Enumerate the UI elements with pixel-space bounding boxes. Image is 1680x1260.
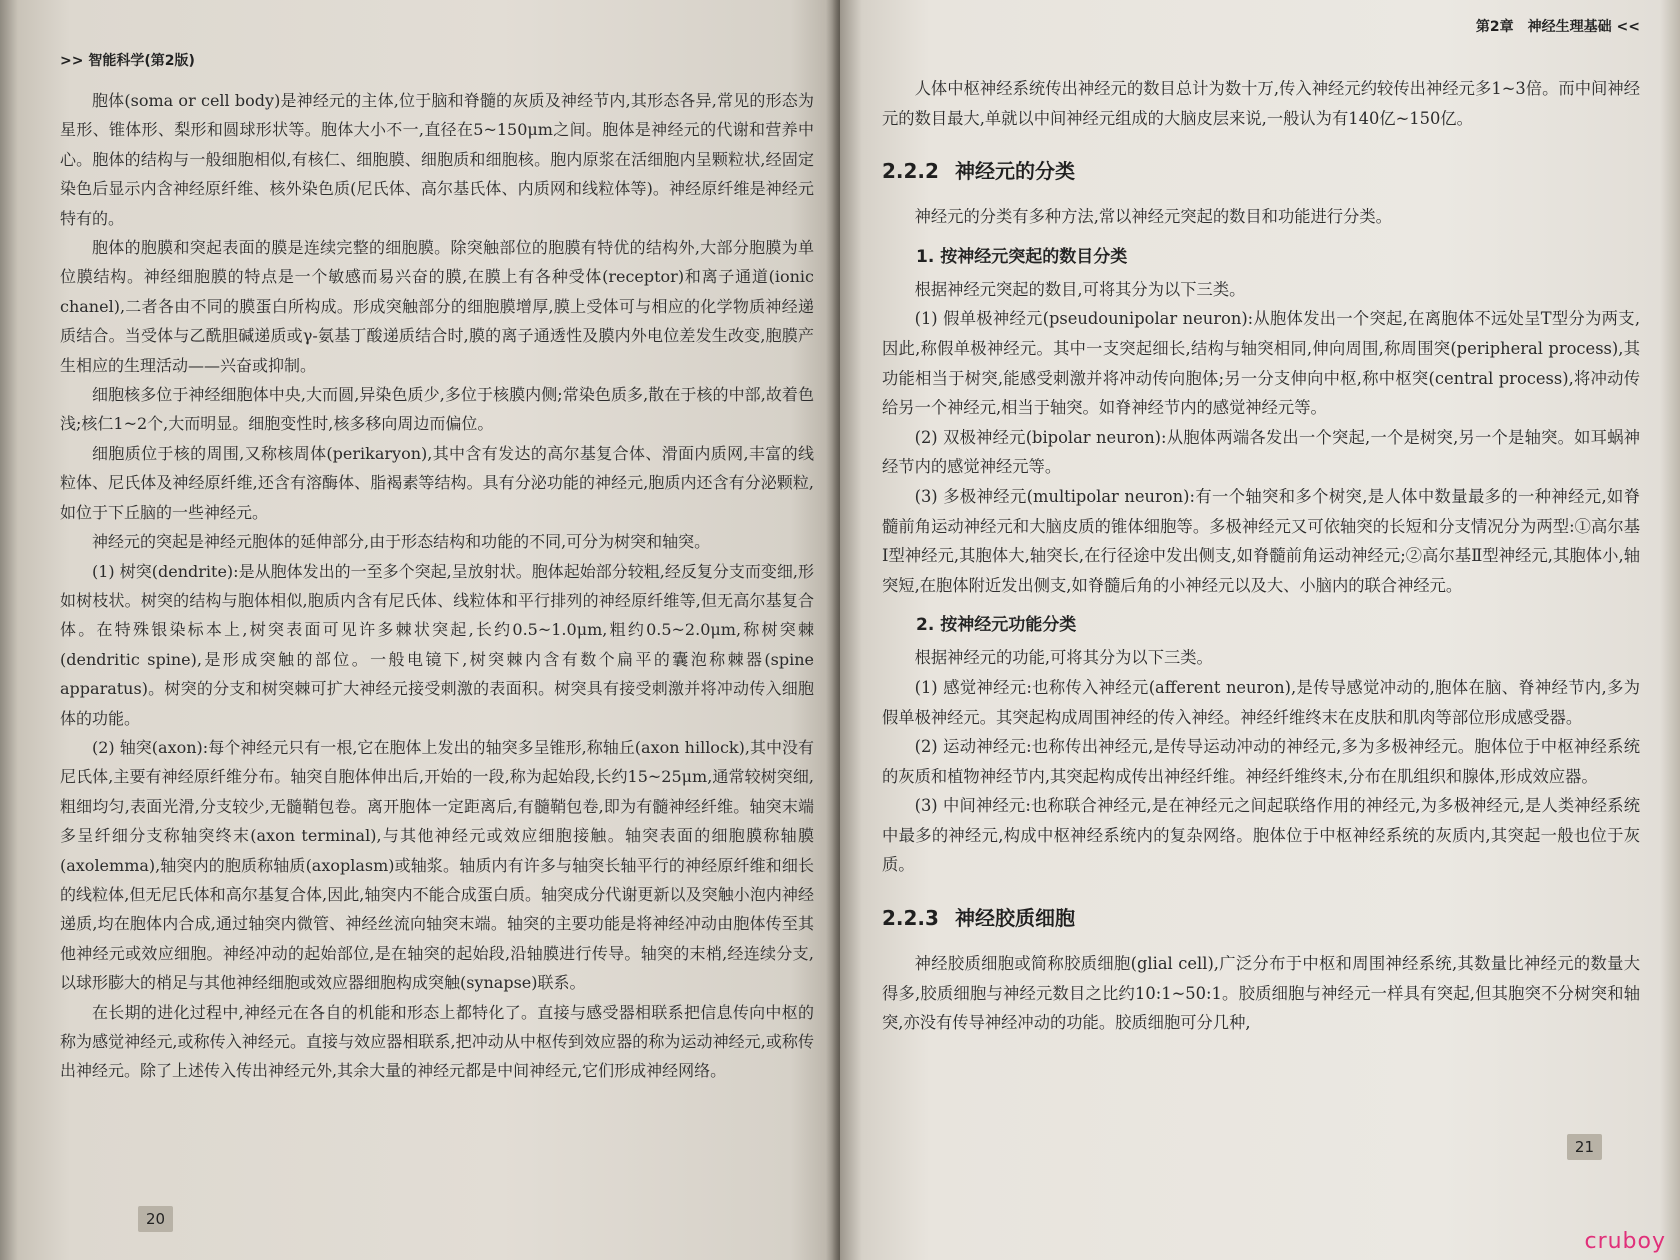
paragraph: 神经元的突起是神经元胞体的延伸部分,由于形态结构和功能的不同,可分为树突和轴突。 xyxy=(92,532,711,552)
paragraph: 细胞核多位于神经细胞体中央,大而圆,异染色质少,多位于核膜内侧;常染色质多,散在于核的中部,故着色浅;核仁1~2个,大而明显。细胞变性时,核多移向周边而偏位。 xyxy=(60,385,814,434)
section-heading xyxy=(882,155,1640,184)
page-number-right: 21 xyxy=(1567,1134,1602,1160)
running-head-left: >> 智能科学(第2版) xyxy=(60,53,195,69)
paragraph: (1) 感觉神经元:也称传入神经元(afferent neuron),是传导感觉冲动的,胞体在脑、脊神经节内,多为假单极神经元。其突起构成周围神经的传入神经。神经纤维终末在皮肤和肌肉等部位形成感受器。 xyxy=(882,677,1640,727)
paragraph: (3) 多极神经元(multipolar neuron):有一个轴突和多个树突,是人体中数量最多的一种神经元,如脊髓前角运动神经元和大脑皮质的锥体细胞等。多极神经元又可依轴突的长短和分支情况分为两型:①高尔基Ⅰ型神经元,其胞体大,轴突长,在行径途中发出侧支,如脊髓前角运动神经元;②高尔基Ⅱ型神经元,其胞体小,轴突短,在胞体附近发出侧支,如脊髓后角的小神经元以及大、小脑内的联合神经元。 xyxy=(882,486,1640,595)
page-number-left: 20 xyxy=(138,1206,173,1232)
paragraph: 胞体(soma or cell body)是神经元的主体,位于脑和脊髓的灰质及神经节内,其形态各异,常见的形态为星形、锥体形、梨形和圆球形状等。胞体大小不一,直径在5~150μm之间。胞体是神经元的代谢和营养中心。胞体的结构与一般细胞相似,有核仁、细胞膜、细胞质和细胞核。胞内原浆在活细胞内呈颗粒状,经固定染色后显示内含神经原纤维、核外染色质(尼氏体、高尔基氏体、内质网和线粒体等)。神经原纤维是神经元特有的。 xyxy=(60,91,814,228)
section-number: 2.2.2 xyxy=(882,159,939,184)
paragraph: (1) 假单极神经元(pseudounipolar neuron):从胞体发出一个突起,在离胞体不远处呈T型分为两支,因此,称假单极神经元。其中一支突起细长,结构与轴突相同,伸向周围,称周围突(peripheral process),其功能相当于树突,能感受刺激并将冲动传向胞体;另一分支伸向中枢,称中枢突(central process),将冲动传给另一个神经元,相当于轴突。如脊神经节内的感觉神经元等。 xyxy=(882,309,1640,418)
subsection-heading: 1. 按神经元突起的数目分类 xyxy=(916,246,1128,267)
paragraph: (1) 树突(dendrite):是从胞体发出的一至多个突起,呈放射状。胞体起始部分较粗,经反复分支而变细,形如树枝状。树突的结构与胞体相似,胞质内含有尼氏体、线粒体和平行排列的神经原纤维等,但无高尔基复合体。在特殊银染标本上,树突表面可见许多棘状突起,长约0.5~1.0μm,粗约0.5~2.0μm,称树突棘(dendritic spine),是形成突触的部位。一般电镜下,树突棘内含有数个扁平的囊泡称棘器(spine apparatus)。树突的分支和树突棘可扩大神经元接受刺激的表面积。树突具有接受刺激并将冲动传入细胞体的功能。 xyxy=(60,561,814,728)
paragraph: 神经元的分类有多种方法,常以神经元突起的数目和功能进行分类。 xyxy=(914,207,1392,227)
right-page xyxy=(840,0,1680,1260)
section-heading xyxy=(882,902,1640,931)
section-title: 神经胶质细胞 xyxy=(954,906,1075,931)
chapter-title: 神经生理基础 xyxy=(1527,19,1612,35)
paragraph: (2) 轴突(axon):每个神经元只有一根,它在胞体上发出的轴突多呈锥形,称轴丘(axon hillock),其中没有尼氏体,主要有神经原纤维分布。轴突自胞体伸出后,开始的一段,称为起始段,长约15~25μm,通常较树突细,粗细均匀,表面光滑,分支较少,无髓鞘包卷。离开胞体一定距离后,有髓鞘包卷,即为有髓神经纤维。轴突末端多呈纤细分支称轴突终末(axon terminal),与其他神经元或效应细胞接触。轴突表面的细胞膜称轴膜(axolemma),轴突内的胞质称轴质(axoplasm)或轴浆。轴质内有许多与轴突长轴平行的神经原纤维和细长的线粒体,但无尼氏体和高尔基复合体,因此,轴突内不能合成蛋白质。轴突成分代谢更新以及突触小泡内神经递质,均在胞体内合成,通过轴突内微管、神经丝流向轴突末端。轴突的主要功能是将神经冲动由胞体传至其他神经元或效应细胞。神经冲动的起始部位,是在轴突的起始段,沿轴膜进行传导。轴突的末梢,经连续分支,以球形膨大的梢足与其他神经细胞或效应器细胞构成突触(synapse)联系。 xyxy=(60,737,814,993)
paragraph: (2) 运动神经元:也称传出神经元,是传导运动冲动的神经元,多为多极神经元。胞体位于中枢神经系统的灰质和植物神经节内,其突起构成传出神经纤维。神经纤维终末,分布在肌组织和腺体,形成效应器。 xyxy=(882,737,1640,786)
section-title: 神经元的分类 xyxy=(954,159,1075,184)
chevron-left-icon: << xyxy=(1616,19,1640,35)
paragraph: 人体中枢神经系统传出神经元的数目总计为数十万,传入神经元约较传出神经元多1~3倍。而中间神经元的数目最大,单就以中间神经元组成的大脑皮层来说,一般认为有140亿~150亿。 xyxy=(882,79,1640,128)
paragraph: 根据神经元突起的数目,可将其分为以下三类。 xyxy=(914,279,1246,299)
paragraph: 神经胶质细胞或简称胶质细胞(glial cell),广泛分布于中枢和周围神经系统,其数量比神经元的数量大得多,胶质细胞与神经元数目之比约10:1~50:1。胶质细胞与神经元一样具有突起,但其胞突不分树突和轴突,亦没有传导神经冲动的功能。胶质细胞可分几种, xyxy=(882,954,1640,1033)
watermark: cruboy xyxy=(1584,1229,1666,1254)
paragraph: (2) 双极神经元(bipolar neuron):从胞体两端各发出一个突起,一个是树突,另一个是轴突。如耳蜗神经节内的感觉神经元等。 xyxy=(882,427,1640,477)
paragraph: (3) 中间神经元:也称联合神经元,是在神经元之间起联络作用的神经元,为多极神经元,是人类神经系统中最多的神经元,构成中枢神经系统内的复杂网络。胞体位于中枢神经系统的灰质内,其突起一般也位于灰质。 xyxy=(882,796,1640,875)
paragraph: 细胞质位于核的周围,又称核周体(perikaryon),其中含有发达的高尔基复合体、滑面内质网,丰富的线粒体、尼氏体及神经原纤维,还含有溶酶体、脂褐素等结构。具有分泌功能的神经元,胞质内还含有分泌颗粒,如位于下丘脑的一些神经元。 xyxy=(60,443,814,522)
running-head-right xyxy=(882,16,1640,36)
section-number: 2.2.3 xyxy=(882,906,939,931)
paragraph: 在长期的进化过程中,神经元在各自的机能和形态上都特化了。直接与感受器相联系把信息传向中枢的称为感觉神经元,或称传入神经元。直接与效应器相联系,把冲动从中枢传到效应器的称为运动神经元,或称传出神经元。除了上述传入传出神经元外,其余大量的神经元都是中间神经元,它们形成神经网络。 xyxy=(60,1002,814,1081)
paragraph: 胞体的胞膜和突起表面的膜是连续完整的细胞膜。除突触部位的胞膜有特优的结构外,大部分胞膜为单位膜结构。神经细胞膜的特点是一个敏感而易兴奋的膜,在膜上有各种受体(receptor)和离子通道(ionic chanel),二者各由不同的膜蛋白所构成。形成突触部分的细胞膜增厚,膜上受体可与相应的化学物质神经递质结合。当受体与乙酰胆碱递质或γ-氨基丁酸递质结合时,膜的离子通透性及膜内外电位差发生改变,胞膜产生相应的生理活动——兴奋或抑制。 xyxy=(60,238,814,375)
paragraph: 根据神经元的功能,可将其分为以下三类。 xyxy=(914,648,1213,668)
subsection-heading: 2. 按神经元功能分类 xyxy=(916,615,1077,636)
chapter-label: 第2章 xyxy=(1475,19,1514,35)
